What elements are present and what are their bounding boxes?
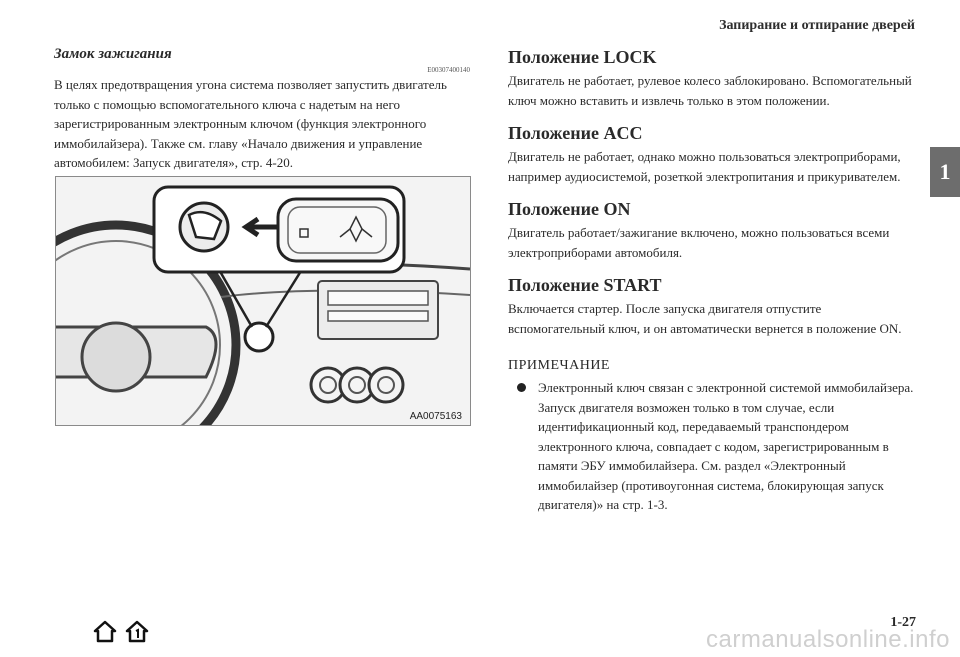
- figure-label: AA0075163: [409, 411, 462, 422]
- bullet-icon: [517, 383, 526, 392]
- note-item: [508, 378, 918, 515]
- nav-icons: [92, 619, 150, 645]
- position-title: Положение LOCK: [508, 47, 657, 67]
- page-number: 1-27: [890, 615, 916, 630]
- ignition-figure: [55, 176, 471, 426]
- note-text: Электронный ключ связан с электронной системой иммобилайзера. Запуск двигателя возможен только в том случае, если идентификационный код, передаваемый транспондером электронного ключа, совпадает с кодом, зарегистрированным в памяти ЭБУ иммобилайзера. См. раздел «Электронный иммобилайзер (противоугонная система, блокирующая запуск двигателя)» на стр. 1-3.: [538, 380, 914, 512]
- position-text: Двигатель работает/зажигание включено, можно пользоваться всеми электроприборами автомобиля.: [508, 225, 890, 260]
- watermark: carmanualsonline.info: [706, 626, 950, 653]
- reference-code: E00307400140: [427, 66, 470, 74]
- section-title: Замок зажигания: [54, 46, 172, 62]
- page-header-title: Запирание и отпирание дверей: [719, 18, 915, 33]
- chapter-tab[interactable]: 1: [930, 147, 960, 197]
- section-paragraph: В целях предотвращения угона система позволяет запустить двигатель только с помощью вспомогательного ключа с надетым на него зарегистрированным электронным ключом (функция электронного иммобилайзера). Также см. главу «Начало движения и управление автомобилем: Запуск двигателя», стр. 4-20.: [54, 77, 447, 170]
- position-text: Двигатель не работает, однако можно пользоваться электроприборами, например аудиосистемой, розеткой электропитания и прикуривателем.: [508, 149, 901, 184]
- position-title: Положение START: [508, 275, 662, 295]
- dashboard-illustration: [56, 177, 470, 425]
- audio-panel: [318, 281, 438, 339]
- home-icon[interactable]: [92, 619, 118, 645]
- position-lock: [508, 46, 918, 110]
- right-column: [508, 46, 918, 515]
- position-text: Двигатель не работает, рулевое колесо заблокировано. Вспомогательный ключ можно вставить и извлечь только в этом положении.: [508, 73, 912, 108]
- ignition-location-icon: [245, 323, 273, 351]
- chapter-home-icon[interactable]: [124, 619, 150, 645]
- position-on: [508, 198, 918, 262]
- position-text: Включается стартер. После запуска двигателя отпустите вспомогательный ключ, и он автоматически вернется в положение ON.: [508, 301, 902, 336]
- position-start: [508, 274, 918, 338]
- position-title: Положение ACC: [508, 123, 643, 143]
- climate-knob-right: [369, 368, 403, 402]
- left-column: [54, 46, 474, 173]
- position-title: Положение ON: [508, 199, 631, 219]
- note-title: ПРИМЕЧАНИЕ: [508, 358, 610, 373]
- position-acc: [508, 122, 918, 186]
- steering-hub: [82, 323, 150, 391]
